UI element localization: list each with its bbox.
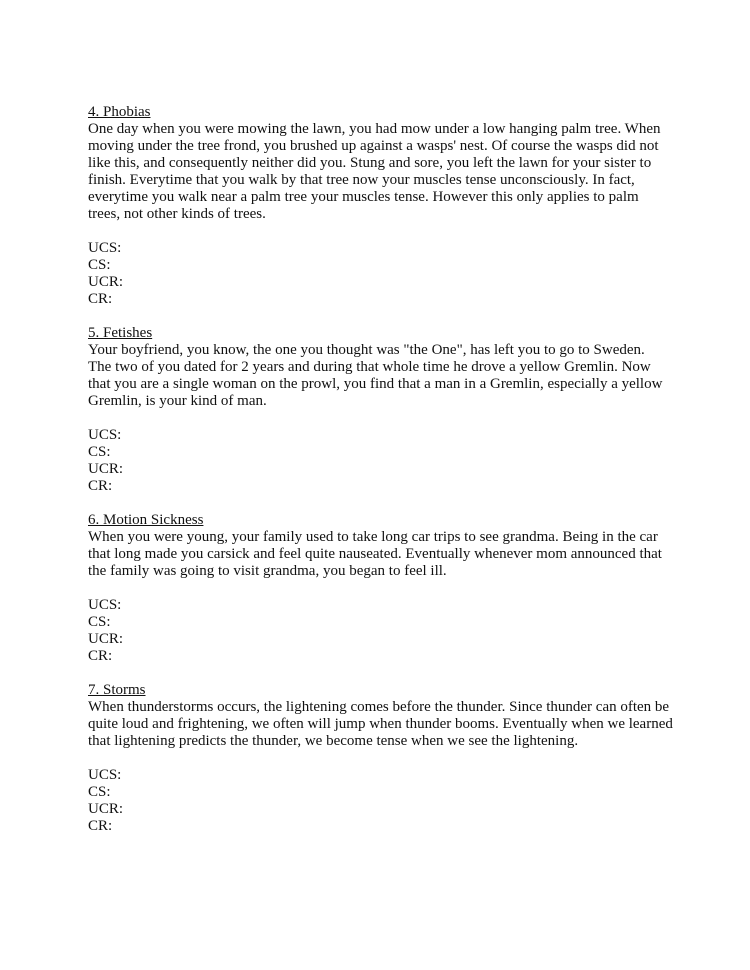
answer-fields bbox=[88, 767, 668, 835]
section-paragraph bbox=[88, 699, 673, 750]
section-paragraph bbox=[88, 342, 668, 410]
document-page bbox=[88, 104, 673, 835]
field-cr-label: CR: bbox=[88, 818, 113, 834]
paragraph-line: Gremlin, is your kind of man. bbox=[88, 393, 267, 409]
section-storms bbox=[88, 682, 673, 835]
paragraph-line: everytime you walk near a palm tree your muscles tense. However this only applies to palm bbox=[88, 189, 639, 205]
field-ucr-label: UCR: bbox=[88, 631, 124, 647]
paragraph-line: When you were young, your family used to take long car trips to see grandma. Being in the car bbox=[88, 529, 658, 545]
field-cr-label: CR: bbox=[88, 478, 113, 494]
field-cs-label: CS: bbox=[88, 614, 111, 630]
paragraph-line: like this, and consequently neither did you. Stung and sore, you left the lawn for your sister to bbox=[88, 155, 652, 171]
paragraph-line: The two of you dated for 2 years and during that whole time he drove a yellow Gremlin. Now bbox=[88, 359, 651, 375]
section-paragraph bbox=[88, 121, 668, 223]
field-ucs-label: UCS: bbox=[88, 240, 122, 256]
section-title: 6. Motion Sickness bbox=[88, 512, 204, 528]
field-ucr-label: UCR: bbox=[88, 801, 124, 817]
section-title: 4. Phobias bbox=[88, 104, 151, 120]
section-motion-sickness bbox=[88, 512, 668, 665]
field-cs-label: CS: bbox=[88, 444, 111, 460]
paragraph-line: that you are a single woman on the prowl, you find that a man in a Gremlin, especially a yellow bbox=[88, 376, 663, 392]
field-cr-label: CR: bbox=[88, 648, 113, 664]
paragraph-line: finish. Everytime that you walk by that tree now your muscles tense unconsciously. In fact, bbox=[88, 172, 635, 188]
paragraph-line: that long made you carsick and feel quite nauseated. Eventually whenever mom announced that bbox=[88, 546, 662, 562]
paragraph-line: moving under the tree frond, you brushed up against a wasps' nest. Of course the wasps did not bbox=[88, 138, 659, 154]
field-ucs-label: UCS: bbox=[88, 767, 122, 783]
field-ucs-label: UCS: bbox=[88, 597, 122, 613]
section-fetishes bbox=[88, 325, 668, 495]
field-cs-label: CS: bbox=[88, 784, 111, 800]
field-cs-label: CS: bbox=[88, 257, 111, 273]
field-ucr-label: UCR: bbox=[88, 461, 124, 477]
paragraph-line: When thunderstorms occurs, the lightening comes before the thunder. Since thunder can often be bbox=[88, 699, 670, 715]
section-paragraph bbox=[88, 529, 668, 580]
field-ucr-label: UCR: bbox=[88, 274, 124, 290]
answer-fields bbox=[88, 427, 668, 495]
answer-fields bbox=[88, 240, 668, 308]
paragraph-line: quite loud and frightening, we often will jump when thunder booms. Eventually when we learned bbox=[88, 716, 673, 732]
answer-fields bbox=[88, 597, 668, 665]
section-title: 7. Storms bbox=[88, 682, 146, 698]
section-phobias bbox=[88, 104, 668, 308]
paragraph-line: One day when you were mowing the lawn, you had mow under a low hanging palm tree. When bbox=[88, 121, 661, 137]
paragraph-line: that lightening predicts the thunder, we become tense when we see the lightening. bbox=[88, 733, 579, 749]
paragraph-line: Your boyfriend, you know, the one you thought was "the One", has left you to go to Sweden. bbox=[88, 342, 645, 358]
field-ucs-label: UCS: bbox=[88, 427, 122, 443]
paragraph-line: trees, not other kinds of trees. bbox=[88, 206, 266, 222]
field-cr-label: CR: bbox=[88, 291, 113, 307]
section-title: 5. Fetishes bbox=[88, 325, 153, 341]
paragraph-line: the family was going to visit grandma, you began to feel ill. bbox=[88, 563, 447, 579]
